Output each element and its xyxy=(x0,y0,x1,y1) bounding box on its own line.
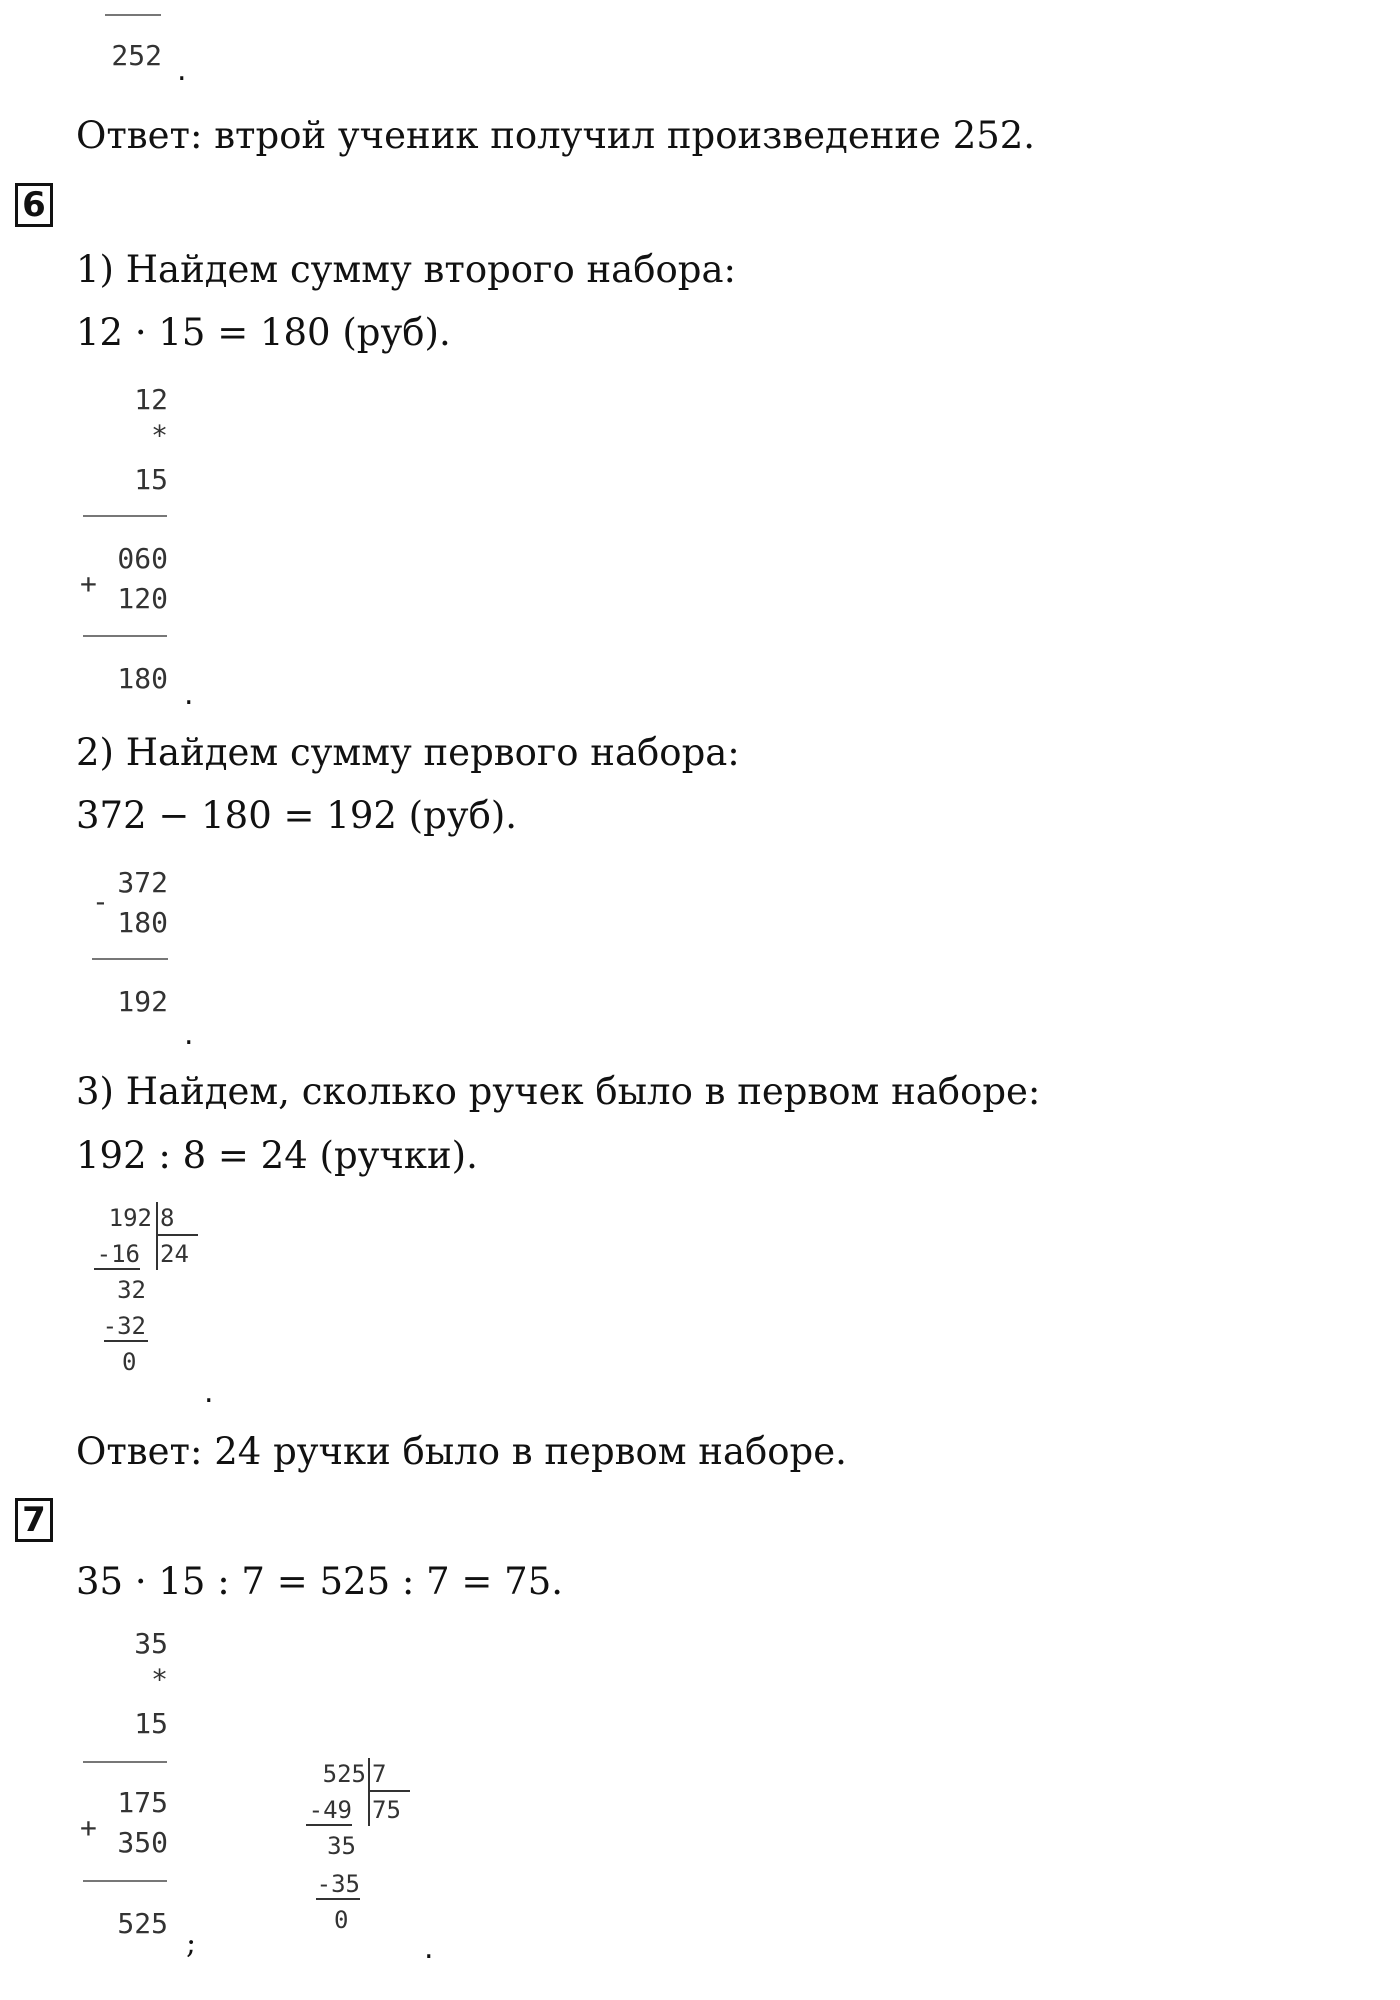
t6-div-quotient: 24 xyxy=(160,1240,189,1268)
t7-div-subtract-1: -49 xyxy=(308,1796,352,1824)
t6-div-remainder-1: 32 xyxy=(117,1276,146,1304)
t7-mult-operator: * xyxy=(151,1663,168,1696)
t7-mult-line-2 xyxy=(83,1880,167,1882)
t6-sub-dot: . xyxy=(184,1017,194,1052)
t6-mult-operator: * xyxy=(151,419,168,452)
task6-step1-equation: 12 · 15 = 180 (руб). xyxy=(76,311,451,354)
t6-div-dot: . xyxy=(204,1375,214,1410)
task7-equation: 35 · 15 : 7 = 525 : 7 = 75. xyxy=(76,1560,564,1603)
t7-mult-result: 525 xyxy=(117,1907,168,1940)
task6-step2-equation: 372 − 180 = 192 (руб). xyxy=(76,794,518,837)
top-result-dot: . xyxy=(177,53,187,88)
t7-div-remainder-1: 35 xyxy=(327,1832,356,1860)
t7-div-divisor: 7 xyxy=(372,1760,387,1788)
t7-div-divisor-line xyxy=(370,1790,410,1792)
answer-task5: Ответ: втрой ученик получил произведение 252. xyxy=(76,114,1036,157)
t7-div-underline-1 xyxy=(306,1824,352,1826)
task6-answer: Ответ: 24 ручки было в первом наборе. xyxy=(76,1430,847,1473)
t7-div-subtract-2: -35 xyxy=(316,1870,360,1898)
t6-div-divisor: 8 xyxy=(160,1204,175,1232)
t7-mult-factor-a: 35 xyxy=(134,1627,168,1660)
task6-step1-title: 1) Найдем сумму второго набора: xyxy=(76,248,736,291)
t7-mult-line-1 xyxy=(83,1761,167,1763)
t6-mult-partial-2: 120 xyxy=(117,582,168,615)
t7-div-vertical-line xyxy=(368,1758,370,1826)
t7-mult-factor-b: 15 xyxy=(134,1707,168,1740)
t6-div-underline-2 xyxy=(104,1340,148,1342)
t6-sub-result: 192 xyxy=(117,985,168,1018)
t6-div-subtract-1: -16 xyxy=(96,1240,140,1268)
t6-mult-factor-a: 12 xyxy=(134,383,168,416)
t7-div-dividend: 525 xyxy=(322,1760,366,1788)
t7-mult-separator: ; xyxy=(186,1926,197,1961)
t7-div-quotient: 75 xyxy=(372,1796,401,1824)
t6-sub-minuend: 372 xyxy=(117,866,168,899)
t6-div-dividend: 192 xyxy=(108,1204,152,1232)
t6-mult-result: 180 xyxy=(117,662,168,695)
t7-div-dot: . xyxy=(424,1931,434,1966)
t7-mult-partial-2: 350 xyxy=(117,1826,168,1859)
t6-div-underline-1 xyxy=(94,1268,140,1270)
t6-mult-dot: . xyxy=(184,677,194,712)
task7-number-box: 7 xyxy=(15,1498,53,1542)
task6-step3-equation: 192 : 8 = 24 (ручки). xyxy=(76,1134,478,1177)
t6-mult-line-2 xyxy=(83,635,167,637)
task6-step2-title: 2) Найдем сумму первого набора: xyxy=(76,731,740,774)
t6-mult-line-1 xyxy=(83,515,167,517)
t7-mult-plus: + xyxy=(80,1811,97,1844)
task6-step3-title: 3) Найдем, сколько ручек было в первом наборе: xyxy=(76,1070,1041,1113)
t6-div-remainder-2: 0 xyxy=(122,1348,137,1376)
t6-div-subtract-2: -32 xyxy=(102,1312,146,1340)
t7-div-remainder-2: 0 xyxy=(334,1906,349,1934)
t6-div-divisor-line xyxy=(158,1234,198,1236)
t6-mult-factor-b: 15 xyxy=(134,463,168,496)
task6-number-box: 6 xyxy=(15,183,53,227)
t6-div-vertical-line xyxy=(156,1202,158,1270)
t6-sub-subtrahend: 180 xyxy=(117,906,168,939)
top-result-line xyxy=(105,14,161,16)
t6-sub-line xyxy=(92,958,168,960)
t6-mult-plus: + xyxy=(80,567,97,600)
t7-div-underline-2 xyxy=(316,1898,360,1900)
t6-mult-partial-1: 060 xyxy=(117,542,168,575)
t7-mult-partial-1: 175 xyxy=(117,1786,168,1819)
top-result: 252 xyxy=(111,39,162,72)
t6-sub-minus: - xyxy=(92,885,109,918)
